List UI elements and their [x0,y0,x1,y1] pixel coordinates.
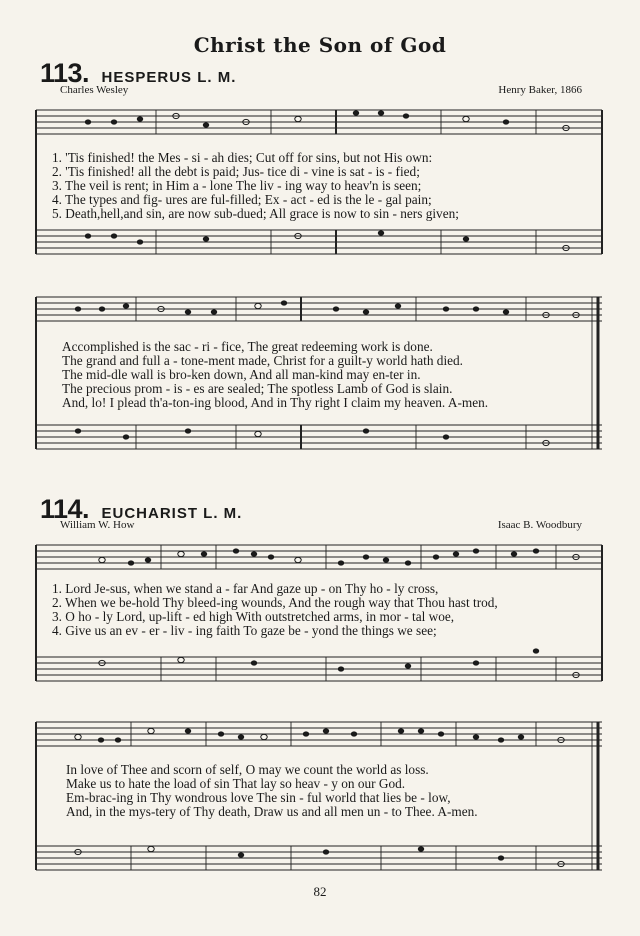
composer-credit: Isaac B. Woodbury [497,519,582,531]
composer-credit: Henry Baker, 1866 [498,84,582,96]
lyric-line: Make us to hate the load of sin That lay so heav - y on our God. [66,776,406,791]
hymn-number: 114. [40,494,90,524]
tune-name: HESPERUS L. M. [101,69,237,86]
hymn-number: 113. [40,58,90,88]
lyric-line: 1. 'Tis finished! the Mes - si - ah dies; Cut off for sins, but not His own: [52,150,433,165]
lyric-line: 3. The veil is rent; in Him a - lone The liv - ing way to heav'n is seen; [52,178,422,193]
lyric-line: The precious prom - is - es are sealed; The spotless Lamb of God is slain. [62,381,453,396]
lyric-line: And, in the mys-tery of Thy death, Draw us and all men un - to Thee. A-men. [66,804,478,819]
lyric-line: Accomplished is the sac - ri - fice, The great redeeming work is done. [62,339,433,354]
treble-staff [36,110,602,134]
lyric-line: Em-brac-ing in Thy wondrous love The sin - ful world that lies be - low, [66,790,451,805]
lyric-line: The grand and full a - tone-ment made, Christ for a guilt-y world hath died. [62,353,464,368]
lyric-line: The mid-dle wall is bro-ken down, And all man-kind may en-ter in. [62,367,421,382]
lyric-line: 3. O ho - ly Lord, up-lift - ed high With outstretched arms, in mor - tal woe, [52,609,455,624]
author-credit: Charles Wesley [60,84,129,96]
tune-name: EUCHARIST L. M. [101,505,243,522]
lyric-line: And, lo! I plead th'a-ton-ing blood, And in Thy right I claim my heaven. A-men. [62,395,489,410]
lyric-line: In love of Thee and scorn of self, O may we count the world as loss. [66,762,429,777]
lyric-line: 1. Lord Je-sus, when we stand a - far And gaze up - on Thy ho - ly cross, [52,581,439,596]
lyric-line: 2. 'Tis finished! all the debt is paid; Jus- tice di - vine is sat - is - fied; [52,164,420,179]
lyric-line: 2. When we be-hold Thy bleed-ing wounds, And the rough way that Thou hast trod, [52,595,498,610]
lyric-line: 4. Give us an ev - er - liv - ing faith To gaze be - yond the things we see; [52,623,437,638]
author-credit: William W. How [60,519,135,531]
bass-staff [36,230,602,254]
lyric-line: 4. The types and fig- ures are ful-filled; Ex - act - ed is the le - gal pain; [52,192,432,207]
page-number: 82 [313,884,327,899]
section-title: Christ the Son of God [193,33,447,57]
lyric-line: 5. Death,hell,and sin, are now sub-dued; All grace is now to sin - ners given; [52,206,459,221]
